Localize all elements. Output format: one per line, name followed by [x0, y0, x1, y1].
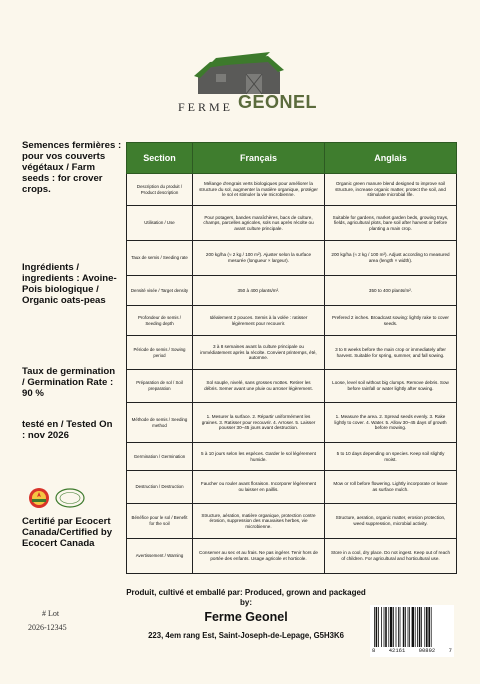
barcode: [370, 605, 454, 657]
row-section: Taux de semis / Seeding rate: [127, 241, 193, 276]
row-section: Utilisation / Use: [127, 206, 193, 241]
barcode-bar: [405, 607, 406, 647]
barcode-bar: [378, 607, 379, 647]
row-section: Méthode de semis / Seeding method: [127, 403, 193, 443]
certification: Certifié par Ecocert Canada/Certified by Ecocert Canada: [22, 516, 113, 549]
producer-address: 223, 4em rang Est, Saint-Joseph-de-Lepage, G5H3K6: [148, 631, 344, 640]
row-en: Organic green manure blend designed to improve soil structure, increase organic matter, protect the soil, and stimulate microbial life.: [325, 174, 457, 206]
table-row: [127, 174, 457, 206]
table-row: [127, 306, 457, 336]
barcode-bars: [370, 605, 454, 647]
canada-organic-seal-icon: [29, 488, 49, 508]
producer-info: [126, 588, 366, 640]
row-section: Destruction / Destruction: [127, 471, 193, 504]
row-fr: Sol souple, nivelé, sans grosses mottes. Retirer les débris. Semer avant une pluie ou arroser légèrement.: [193, 370, 325, 403]
germination-rate: Taux de germination / Germination Rate : 90 %: [22, 366, 116, 399]
row-fr: 350 à 400 plants/m².: [193, 276, 325, 306]
table-row: [127, 539, 457, 574]
row-en: Mow or roll before flowering. Lightly incorporate or leave as surface mulch.: [325, 471, 457, 504]
barcode-bar: [398, 607, 399, 647]
row-en: Prefered 2 inches. Broadcast sowing: lightly rake to cover seeds.: [325, 306, 457, 336]
lot-label: # Lot: [42, 609, 60, 618]
ingredients: Ingrédients / ingredients : Avoine-Pois biologique / Organic oats-peas: [22, 262, 117, 306]
barcode-last: 7: [448, 647, 452, 654]
row-section: Période de semis / Sowing period: [127, 336, 193, 370]
row-section: Préparation de sol / Soil preparation: [127, 370, 193, 403]
produced-by: Produit, cultivé et emballé par: Produced, grown and packaged by:: [126, 588, 366, 607]
row-en: 1. Measure the area. 2. Spread seeds evenly. 3. Rake lightly to cover. 4. Water. 5. Allow 30–45 days of growth before mowing.: [325, 403, 457, 443]
barcode-bar: [409, 607, 410, 647]
row-section: Avertissement / Warning: [127, 539, 193, 574]
table-row: [127, 241, 457, 276]
header-section: Section: [127, 143, 193, 174]
barcode-bar: [412, 607, 414, 647]
row-fr: 1. Mesurer la surface. 2. Répartir uniformément les graines. 3. Ratisser pour recouvrir. 4. Arroser. 5. Laisser pousser 30–45 jours avant destruction.: [193, 403, 325, 443]
barcode-digits: [370, 647, 454, 654]
ecocert-seal-icon: [56, 489, 84, 507]
barcode-bar: [385, 607, 387, 647]
table-row: [127, 471, 457, 504]
certification-badges: [28, 487, 102, 509]
row-fr: 200 kg/ha (≈ 2 kg / 100 m²). Ajuster selon la surface mesurée (longueur × largeur).: [193, 241, 325, 276]
barcode-bar: [424, 607, 425, 647]
row-section: Germination / Germination: [127, 443, 193, 471]
row-fr: Conserver au sec et au frais. Ne pas ingérer. Tenir hors de portée des enfants. Usage agricole et horticole.: [193, 539, 325, 574]
seed-description: Semences fermières : pour vos couverts végétaux / Farm seeds : for crover crops.: [22, 140, 122, 195]
table-row: [127, 403, 457, 443]
table-row: [127, 336, 457, 370]
row-fr: Idéalement 2 pouces. Semis à la volée : ratisser légèrement pour recouvrir.: [193, 306, 325, 336]
barcode-bar: [390, 607, 392, 647]
row-section: Description du produit / Product description: [127, 174, 193, 206]
row-en: 200 kg/ha (≈ 2 kg / 100 m²). Adjust according to measured area (length × width).: [325, 241, 457, 276]
barcode-bar: [374, 607, 375, 647]
header-francais: Français: [193, 143, 325, 174]
row-fr: Mélange d'engrais verts biologiques pour améliorer la structure du sol, augmenter la matière organique, protéger le sol et stimuler la vie microbienne.: [193, 174, 325, 206]
barcode-bar: [421, 607, 422, 647]
tested-date: testé en / Tested On : nov 2026: [22, 419, 113, 441]
brand-name: [176, 92, 318, 122]
barcode-bar: [403, 607, 405, 647]
row-en: Structure, aeration, organic matter, erosion protection, weed suppression, microbial activity.: [325, 504, 457, 539]
barcode-bar: [426, 607, 428, 647]
table-row: [127, 504, 457, 539]
barcode-bar: [376, 607, 378, 647]
row-fr: Faucher ou rouler avant floraison. Incorporer légèrement ou laisser en paillis.: [193, 471, 325, 504]
row-en: Loose, level soil without big clumps. Remove debris. Sow before rainfall or water lightly after sowing.: [325, 370, 457, 403]
row-fr: Structure, aération, matière organique, protection contre érosion, suppression des mauvaises herbes, vie microbienne.: [193, 504, 325, 539]
lot-value: 2026-12345: [28, 623, 67, 632]
producer-name: Ferme Geonel: [204, 610, 288, 624]
barcode-group2: 00892: [418, 647, 436, 654]
brand-geonel: GEONEL: [238, 92, 318, 112]
product-info-table: [126, 142, 457, 574]
barcode-bar: [417, 607, 418, 647]
header-anglais: Anglais: [325, 143, 457, 174]
row-fr: 5 à 10 jours selon les espèces. Garder le sol légèrement humide.: [193, 443, 325, 471]
lot-number: [28, 607, 67, 635]
row-en: 3 to 8 weeks before the main crop or immediately after harvest. Suitable for spring, summer, and fall sowing.: [325, 336, 457, 370]
row-section: Bénéfice pour le sol / Benefit for the soil: [127, 504, 193, 539]
barcode-group1: 42161: [388, 647, 406, 654]
barcode-bar: [396, 607, 397, 647]
brand-ferme: FERME: [178, 100, 234, 114]
row-en: Store in a cool, dry place. Do not ingest. Keep out of reach of children. For agricultural and horticultural use.: [325, 539, 457, 574]
table-row: [127, 443, 457, 471]
row-fr: Pour potagers, bandes maraîchères, bacs de culture, champs, parcelles agricoles, sols nus après récolte ou avant culture principale.: [193, 206, 325, 241]
barcode-bar: [384, 607, 385, 647]
table-header-row: [127, 143, 457, 174]
table-row: [127, 370, 457, 403]
row-section: Profondeur de semis / Seeding depth: [127, 306, 193, 336]
barcode-bar: [400, 607, 401, 647]
barcode-bar: [419, 607, 421, 647]
table-row: [127, 276, 457, 306]
barcode-bar: [431, 607, 432, 647]
barcode-bar: [415, 607, 416, 647]
row-en: Suitable for gardens, market garden beds, growing trays, fields, agricultural plots, bare soil after harvest or before planting a main crop.: [325, 206, 457, 241]
row-en: 5 to 10 days depending on species. Keep soil slightly moist.: [325, 443, 457, 471]
row-section: Densité visée / Target density: [127, 276, 193, 306]
barcode-bar: [428, 607, 430, 647]
barcode-bar: [388, 607, 389, 647]
table-row: [127, 206, 457, 241]
barcode-bar: [393, 607, 394, 647]
row-fr: 3 à 8 semaines avant la culture principale ou immédiatement après la récolte. Convient printemps, été, automne.: [193, 336, 325, 370]
barcode-bar: [381, 607, 382, 647]
barcode-bar: [408, 607, 409, 647]
row-en: 350 to 400 plants/m².: [325, 276, 457, 306]
barcode-first: 8: [372, 647, 376, 654]
